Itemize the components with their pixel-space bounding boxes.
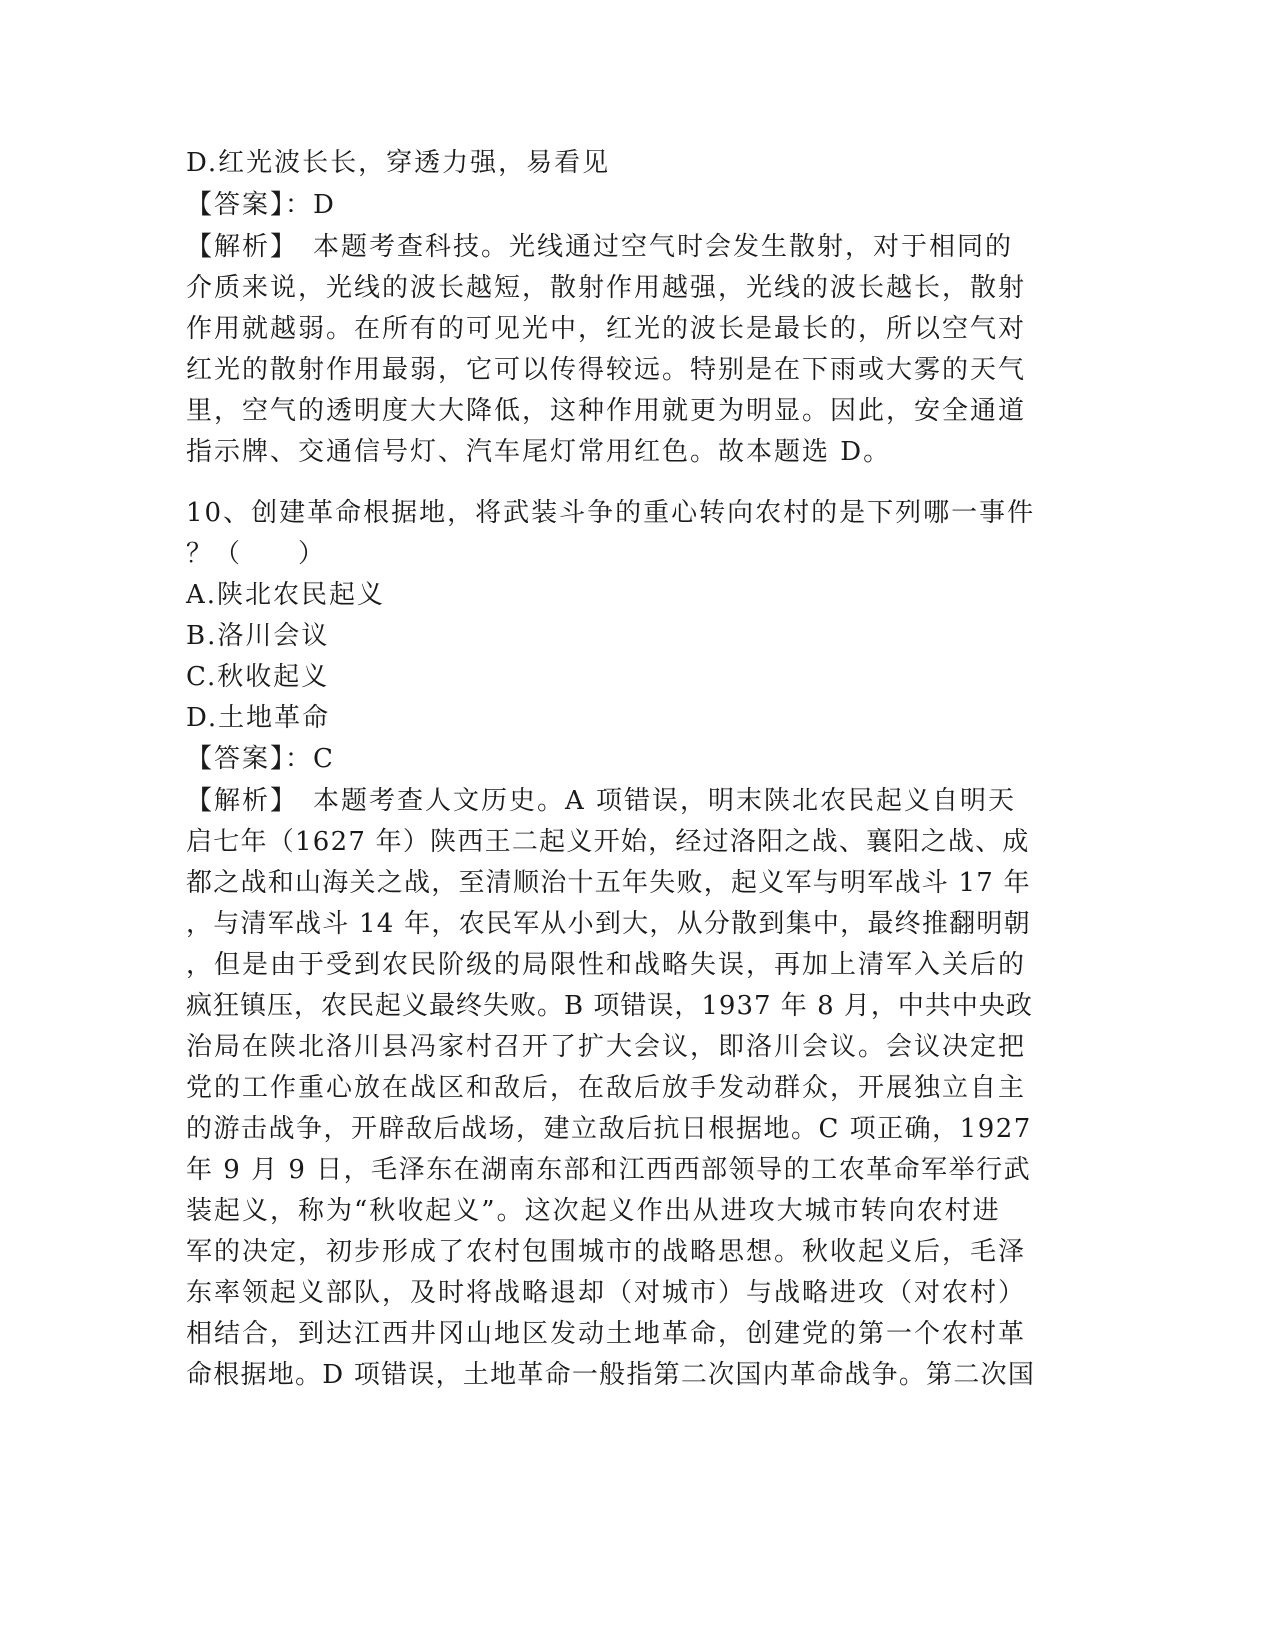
option-b: B.洛川会议 [186,621,330,651]
prev-analysis-line: 红光的散射作用最弱，它可以传得较远。特别是在下雨或大雾的天气 [186,355,1027,385]
analysis-line: 装起义，称为“秋收起义”。这次起义作出从进攻大城市转向农村进 [186,1196,1001,1226]
prev-analysis-line: 指示牌、交通信号灯、汽车尾灯常用红色。故本题选 D。 [186,437,892,467]
prev-analysis-line: 作用就越弱。在所有的可见光中，红光的波长是最长的，所以空气对 [186,314,1027,344]
analysis-line: 东率领起义部队，及时将战略退却（对城市）与战略进攻（对农村） [186,1278,1027,1308]
answer: 【答案】：C [186,744,335,774]
option-d: D.土地革命 [186,703,331,733]
analysis-line: ，与清军战斗 14 年，农民军从小到大，从分散到集中，最终推翻明朝 [186,909,1031,939]
analysis-line: 相结合，到达江西井冈山地区发动土地革命，创建党的第一个农村革 [186,1319,1027,1349]
analysis-line: 军的决定，初步形成了农村包围城市的战略思想。秋收起义后，毛泽 [186,1237,1027,1267]
analysis-line: 治局在陕北洛川县冯家村召开了扩大会议，即洛川会议。会议决定把 [186,1032,1027,1062]
analysis-line: 年 9 月 9 日，毛泽东在湖南东部和江西西部领导的工农革命军举行武 [186,1155,1032,1185]
analysis-line: 的游击战争，开辟敌后战场，建立敌后抗日根据地。C 项正确，1927 [186,1114,1032,1144]
analysis-line: 【解析】 本题考查人文历史。A 项错误，明末陕北农民起义自明天 [186,786,1017,816]
prev-option-d: D.红光波长长，穿透力强，易看见 [186,148,611,178]
option-c: C.秋收起义 [186,662,330,692]
analysis-line: 启七年（1627 年）陕西王二起义开始，经过洛阳之战、襄阳之战、成 [186,827,1030,857]
prev-analysis-line: 介质来说，光线的波长越短，散射作用越强，光线的波长越长，散射 [186,273,1027,303]
analysis-line: 命根据地。D 项错误，土地革命一般指第二次国内革命战争。第二次国 [186,1360,1036,1390]
option-a: A.陕北农民起义 [186,580,386,610]
analysis-line: ，但是由于受到农民阶级的局限性和战略失误，再加上清军入关后的 [186,950,1027,980]
prev-answer: 【答案】：D [186,190,336,220]
prev-analysis-line: 里，空气的透明度大大降低，这种作用就更为明显。因此，安全通道 [186,396,1027,426]
question-stem: 10、创建革命根据地，将武装斗争的重心转向农村的是下列哪一事件 [186,498,1036,528]
question-stem: ？（ ） [186,539,327,569]
analysis-line: 疯狂镇压，农民起义最终失败。B 项错误，1937 年 8 月，中共中央政 [186,991,1033,1021]
analysis-line: 都之战和山海关之战，至清顺治十五年失败，起义军与明军战斗 17 年 [186,868,1031,898]
prev-analysis-line: 【解析】 本题考查科技。光线通过空气时会发生散射，对于相同的 [186,232,1014,262]
analysis-line: 党的工作重心放在战区和敌后，在敌后放手发动群众，开展独立自主 [186,1073,1027,1103]
